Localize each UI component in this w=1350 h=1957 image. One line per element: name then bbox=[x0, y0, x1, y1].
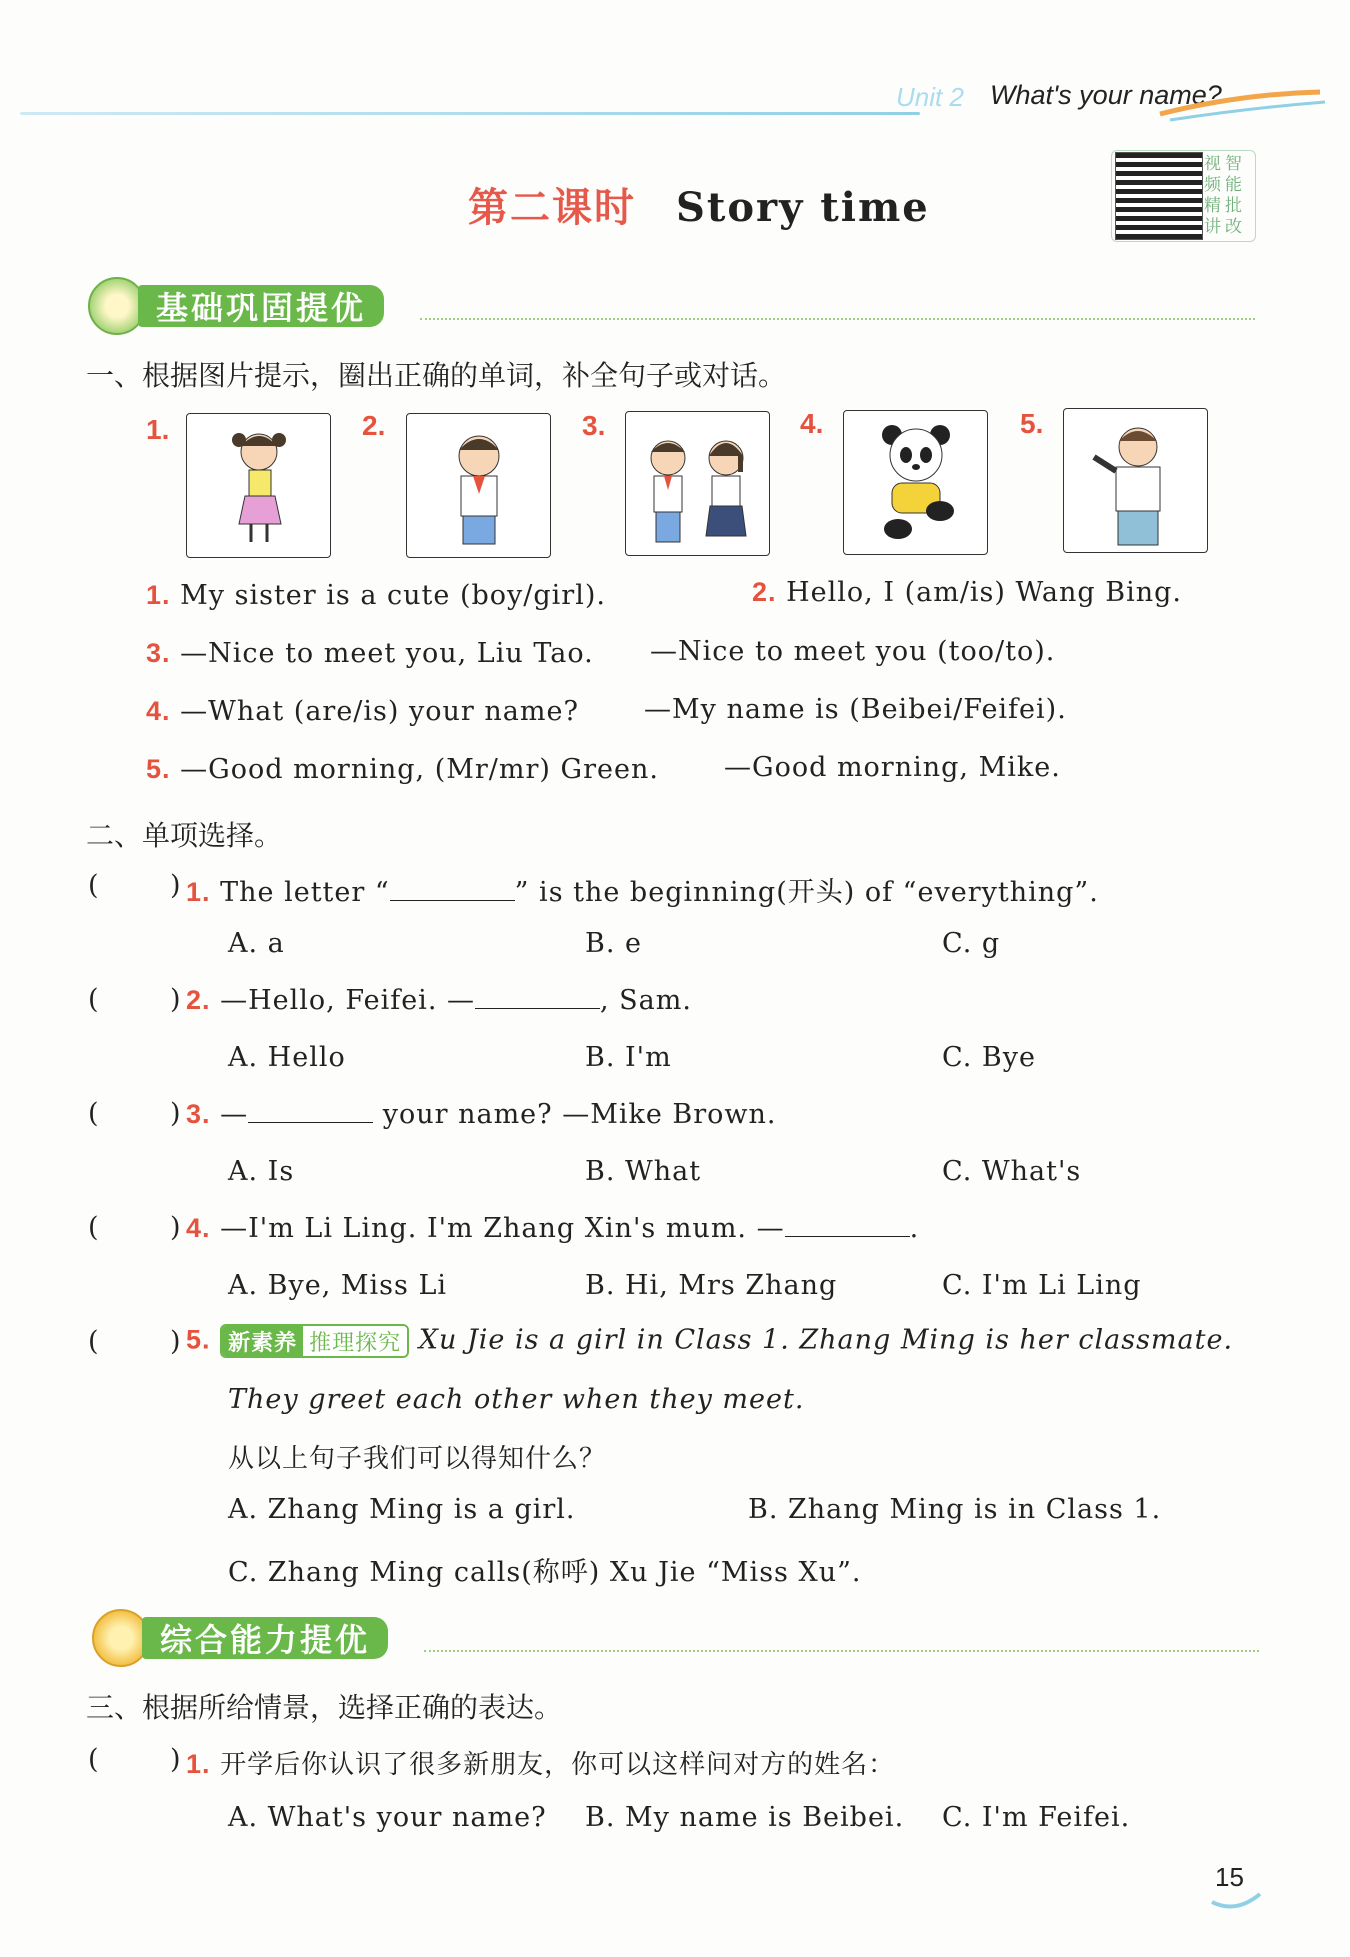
option-c[interactable]: C. I'm Li Ling bbox=[942, 1270, 1142, 1301]
answer-paren-open: ( bbox=[88, 1744, 99, 1775]
option-a[interactable]: A. Is bbox=[228, 1156, 295, 1187]
picture-number: 4. bbox=[800, 408, 824, 439]
part1-item-4: 4. —What (are/is) your name? bbox=[146, 696, 579, 727]
part3-heading: 三、根据所给情景，选择正确的表达。 bbox=[86, 1691, 563, 1724]
picture-man bbox=[1063, 408, 1208, 553]
answer-paren-close: ) bbox=[170, 1098, 181, 1129]
answer-paren-open: ( bbox=[88, 1326, 99, 1357]
section-divider bbox=[424, 1650, 1259, 1652]
option-c[interactable]: C. Zhang Ming calls(称呼) Xu Jie “Miss Xu”. bbox=[228, 1557, 862, 1588]
answer-paren-close: ) bbox=[170, 1744, 181, 1775]
question-2-2: 2. —Hello, Feifei. — , Sam. bbox=[186, 985, 692, 1016]
option-c[interactable]: C. What's bbox=[942, 1156, 1082, 1187]
unit-title: What's your name? bbox=[990, 80, 1222, 110]
header-rule bbox=[20, 112, 920, 115]
question-2-5: 5. 新素养 推理探究 Xu Jie is a girl in Class 1. Zhang Ming is her classmate. bbox=[186, 1324, 1233, 1358]
question-2-5-context: They greet each other when they meet. bbox=[228, 1384, 805, 1415]
option-b[interactable]: B. Zhang Ming is in Class 1. bbox=[748, 1494, 1162, 1525]
lesson-title-cn: 第二课时 bbox=[468, 184, 636, 231]
qr-label: 视智频能精批讲改 bbox=[1204, 154, 1246, 237]
part1-heading: 一、根据图片提示，圈出正确的单词，补全句子或对话。 bbox=[86, 359, 787, 392]
part2-heading: 二、单项选择。 bbox=[86, 819, 283, 852]
answer-paren-close: ) bbox=[170, 1212, 181, 1243]
option-a[interactable]: A. What's your name? bbox=[228, 1802, 547, 1833]
part1-item-3: 3. —Nice to meet you, Liu Tao. bbox=[146, 638, 594, 669]
answer-blank[interactable] bbox=[390, 876, 515, 901]
unit-label: Unit 2 bbox=[896, 82, 964, 112]
literacy-badge: 新素养 推理探究 bbox=[220, 1324, 409, 1358]
answer-paren-close: ) bbox=[170, 870, 181, 901]
option-c[interactable]: C. Bye bbox=[942, 1042, 1036, 1073]
option-b[interactable]: B. What bbox=[585, 1156, 702, 1187]
swoosh-decoration bbox=[1150, 84, 1330, 124]
answer-paren-open: ( bbox=[88, 1098, 99, 1129]
option-b[interactable]: B. Hi, Mrs Zhang bbox=[585, 1270, 838, 1301]
option-b[interactable]: B. e bbox=[585, 928, 642, 959]
section-banner-basic bbox=[88, 284, 384, 328]
section-label-comprehensive: 综合能力提优 bbox=[142, 1617, 388, 1659]
picture-panda bbox=[843, 410, 988, 555]
option-a[interactable]: A. Bye, Miss Li bbox=[228, 1270, 448, 1301]
answer-paren-open: ( bbox=[88, 984, 99, 1015]
question-2-5-prompt: 从以上句子我们可以得知什么？ bbox=[228, 1444, 607, 1474]
option-b[interactable]: B. I'm bbox=[585, 1042, 672, 1073]
part1-item-1: 1. My sister is a cute (boy/girl). bbox=[146, 580, 606, 611]
picture-number: 1. bbox=[146, 414, 170, 445]
option-c[interactable]: C. g bbox=[942, 928, 1001, 959]
option-a[interactable]: A. Hello bbox=[228, 1042, 346, 1073]
option-a[interactable]: A. Zhang Ming is a girl. bbox=[228, 1494, 576, 1525]
picture-boy bbox=[406, 413, 551, 558]
picture-number: 5. bbox=[1020, 408, 1044, 439]
question-2-3: 3. — your name? —Mike Brown. bbox=[186, 1099, 777, 1130]
answer-paren-open: ( bbox=[88, 1212, 99, 1243]
answer-blank[interactable] bbox=[785, 1212, 910, 1237]
part1-item-5: 5. —Good morning, (Mr/mr) Green. bbox=[146, 754, 659, 785]
option-c[interactable]: C. I'm Feifei. bbox=[942, 1802, 1131, 1833]
page-number-wave bbox=[1208, 1878, 1264, 1912]
part1-item-4-reply: —My name is (Beibei/Feifei). bbox=[644, 694, 1067, 725]
qr-code[interactable] bbox=[1115, 152, 1203, 240]
lesson-title-en: Story time bbox=[676, 184, 930, 231]
option-b[interactable]: B. My name is Beibei. bbox=[585, 1802, 905, 1833]
picture-number: 2. bbox=[362, 410, 386, 441]
picture-girl bbox=[186, 413, 331, 558]
answer-blank[interactable] bbox=[248, 1098, 373, 1123]
question-2-4: 4. —I'm Li Ling. I'm Zhang Xin's mum. — . bbox=[186, 1213, 920, 1244]
answer-paren-close: ) bbox=[170, 1326, 181, 1357]
picture-number: 3. bbox=[582, 410, 606, 441]
question-3-1: 1. 开学后你认识了很多新朋友，你可以这样问对方的姓名： bbox=[186, 1749, 896, 1780]
section-divider bbox=[420, 318, 1255, 320]
lesson-title bbox=[468, 176, 930, 233]
section-banner-comprehensive bbox=[92, 1616, 388, 1660]
picture-boy-and-girl bbox=[625, 411, 770, 556]
answer-blank[interactable] bbox=[475, 984, 600, 1009]
part1-item-3-reply: —Nice to meet you (too/to). bbox=[650, 636, 1056, 667]
option-a[interactable]: A. a bbox=[228, 928, 285, 959]
answer-paren-close: ) bbox=[170, 984, 181, 1015]
section-label-basic: 基础巩固提优 bbox=[138, 285, 384, 327]
answer-paren-open: ( bbox=[88, 870, 99, 901]
part1-item-5-reply: —Good morning, Mike. bbox=[724, 752, 1061, 783]
part1-item-2: 2. Hello, I (am/is) Wang Bing. bbox=[752, 577, 1183, 608]
question-2-1: 1. The letter “ ” is the beginning(开头) of “everything”. bbox=[186, 877, 1099, 908]
page-number: 15 bbox=[1215, 1862, 1244, 1892]
